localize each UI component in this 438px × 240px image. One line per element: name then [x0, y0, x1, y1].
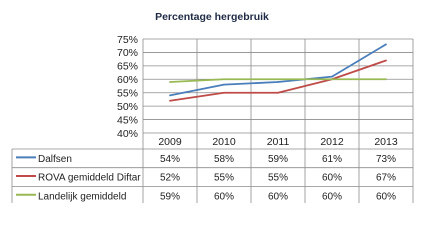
- data-cell: 67%: [375, 172, 397, 184]
- x-tick-label: 2013: [374, 136, 398, 148]
- series-name: Landelijk gemiddeld: [38, 191, 127, 203]
- series-name: Dalfsen: [38, 153, 72, 165]
- data-cell: 73%: [375, 153, 397, 165]
- y-tick-label: 70%: [116, 47, 138, 60]
- series-name: ROVA gemiddeld Diftar: [38, 172, 141, 184]
- y-tick-label: 55%: [116, 87, 138, 100]
- data-point: [169, 100, 171, 102]
- data-cell: 52%: [159, 172, 181, 184]
- x-tick-label: 2011: [266, 136, 290, 148]
- data-point: [223, 92, 225, 94]
- data-point: [331, 76, 333, 78]
- data-point: [385, 60, 387, 62]
- data-point: [331, 78, 333, 80]
- y-tick-label: 40%: [116, 127, 138, 140]
- series-line-0: [170, 44, 386, 95]
- data-point: [277, 78, 279, 80]
- data-cell: 61%: [321, 153, 343, 165]
- data-table: [12, 136, 413, 203]
- y-axis: [117, 34, 138, 140]
- data-cell: 55%: [213, 172, 235, 184]
- y-tick-label: 65%: [116, 60, 138, 73]
- y-tick-label: 75%: [116, 33, 138, 46]
- data-cell: 59%: [159, 191, 181, 203]
- y-tick-label: 45%: [116, 114, 138, 127]
- data-point: [277, 81, 279, 83]
- data-cell: 60%: [267, 191, 289, 203]
- data-cell: 58%: [213, 153, 235, 165]
- data-cell: 55%: [267, 172, 289, 184]
- data-cell: 59%: [267, 153, 289, 165]
- data-point: [223, 78, 225, 80]
- x-tick-label: 2012: [320, 136, 344, 148]
- y-tick-label: 50%: [116, 100, 138, 113]
- data-point: [277, 92, 279, 94]
- x-tick-label: 2010: [212, 136, 236, 148]
- data-cell: 60%: [321, 172, 343, 184]
- data-point: [223, 84, 225, 86]
- x-tick-label: 2009: [158, 136, 182, 148]
- data-cell: 54%: [159, 153, 181, 165]
- data-point: [385, 78, 387, 80]
- chart-title: Percentage hergebruik: [155, 11, 269, 23]
- data-point: [169, 81, 171, 83]
- data-cell: 60%: [321, 191, 343, 203]
- data-point: [169, 95, 171, 97]
- y-tick-label: 60%: [116, 74, 138, 87]
- data-point: [385, 43, 387, 45]
- data-cell: 60%: [375, 191, 397, 203]
- data-cell: 60%: [213, 191, 235, 203]
